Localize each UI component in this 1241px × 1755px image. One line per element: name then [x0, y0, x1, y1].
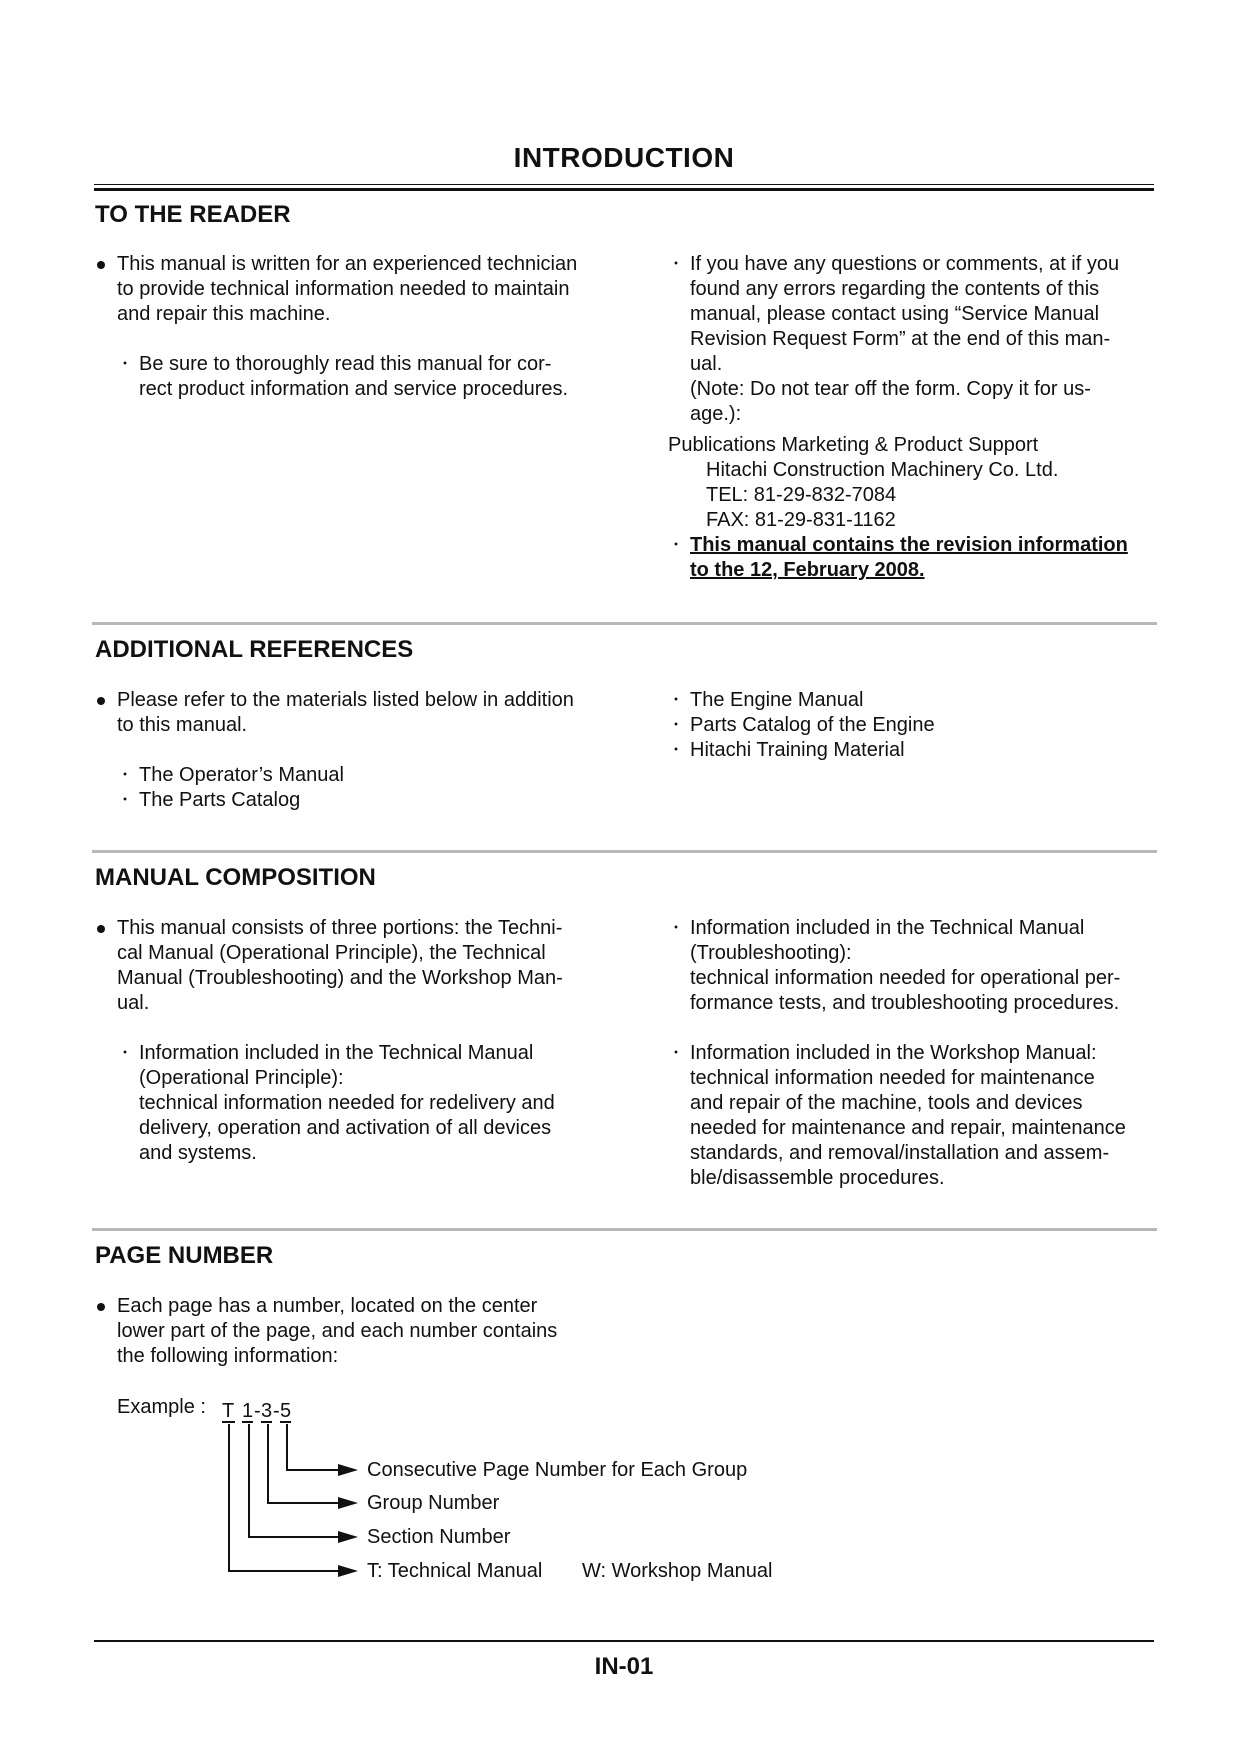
- list-item: ・ The Parts Catalog: [117, 789, 301, 811]
- bullet-small-icon: ・: [668, 1045, 685, 1062]
- arrow-right-icon: [338, 1531, 358, 1543]
- list-item: ・ The Operator’s Manual: [117, 764, 344, 786]
- contact-company: Hitachi Construction Machinery Co. Ltd.: [706, 459, 1059, 481]
- page-number: IN-01: [594, 1653, 654, 1680]
- list-item: ・ The Engine Manual: [668, 689, 864, 711]
- section-heading-page-number: PAGE NUMBER: [95, 1242, 274, 1269]
- list-item: ・ Parts Catalog of the Engine: [668, 714, 935, 736]
- bullet-small-icon: ・: [668, 256, 685, 273]
- bullet-small-icon: ・: [117, 767, 134, 784]
- contact-org: Publications Marketing & Product Support: [668, 434, 1039, 456]
- page-title: INTRODUCTION: [513, 142, 735, 173]
- reader-paragraph-1: This manual is written for an experienced technician to provide technical information needed to maintain and repair this machine.: [95, 252, 600, 327]
- example-code-part: 5: [280, 1400, 292, 1422]
- legend-section: Section Number: [367, 1526, 511, 1548]
- legend-consecutive: Consecutive Page Number for Each Group: [367, 1459, 748, 1481]
- arrow-right-icon: [338, 1565, 358, 1577]
- reader-paragraph-2: ・ Be sure to thoroughly read this manual for cor- rect product information and service procedures.: [117, 353, 569, 400]
- example-code-part: 3: [261, 1400, 273, 1422]
- composition-paragraph-2: ・ Information included in the Technical Manual (Operational Principle): technical information needed for redelivery and delivery, operation and activation of all devices and systems.: [117, 1042, 555, 1164]
- composition-troubleshooting-paragraph: ・ Information included in the Technical Manual (Troubleshooting): technical information needed for operational per- formance tests, and troubleshooting procedures.: [668, 917, 1121, 1014]
- section-heading-references: ADDITIONAL REFERENCES: [95, 636, 414, 663]
- legend-technical: T: Technical Manual: [367, 1560, 543, 1582]
- connector-line: [229, 1424, 340, 1571]
- composition-paragraph-1: This manual consists of three portions: the Techni- cal Manual (Operational Principle), the Technical Manual (Troubleshooting) and the Workshop Man- ual.: [95, 916, 600, 1016]
- contact-fax: FAX: 81-29-831-1162: [706, 509, 896, 531]
- bullet-small-icon: ・: [117, 1045, 134, 1062]
- example-code-part: T: [222, 1400, 235, 1422]
- references-paragraph: Please refer to the materials listed below in addition to this manual.: [95, 688, 600, 738]
- example-label: Example :: [117, 1396, 206, 1418]
- bullet-small-icon: ・: [668, 692, 685, 709]
- section-heading-reader: TO THE READER: [95, 201, 291, 228]
- bullet-small-icon: ・: [668, 742, 685, 759]
- contact-tel: TEL: 81-29-832-7084: [706, 484, 897, 506]
- legend-workshop: W: Workshop Manual: [582, 1560, 773, 1582]
- reader-questions-paragraph: ・ If you have any questions or comments, at if you found any errors regarding the contents of this manual, please contact using “Service Manual Revision Request Form” at the end of this man- ual. (Note: Do not tear off the form. Copy it for us- age.):: [668, 253, 1120, 425]
- arrow-right-icon: [338, 1497, 358, 1509]
- arrow-right-icon: [338, 1464, 358, 1476]
- example-code-part: 1: [242, 1400, 254, 1422]
- composition-workshop-paragraph: ・ Information included in the Workshop Manual: technical information needed for maintenance and repair of the machine, tools and devices needed for maintenance and repair, maintenance standards, and removal/installation and assem- ble/disassemble procedures.: [668, 1042, 1126, 1189]
- page-number-paragraph: Each page has a number, located on the center lower part of the page, and each number contains the following information:: [95, 1294, 600, 1369]
- connector-line: [287, 1424, 340, 1470]
- bullet-small-icon: ・: [117, 356, 134, 373]
- legend-group: Group Number: [367, 1492, 500, 1514]
- bullet-small-icon: ・: [117, 792, 134, 809]
- example-code-part: -: [254, 1400, 261, 1422]
- connector-line: [249, 1424, 340, 1537]
- list-item: ・ Hitachi Training Material: [668, 739, 905, 761]
- bullet-small-icon: ・: [668, 717, 685, 734]
- bullet-small-icon: ・: [668, 537, 685, 554]
- footer-rule: [94, 1640, 1154, 1642]
- connector-line: [268, 1424, 340, 1503]
- bullet-small-icon: ・: [668, 920, 685, 937]
- example-code-part: -: [273, 1400, 280, 1422]
- revision-notice: ・ This manual contains the revision information to the 12, February 2008.: [668, 534, 1128, 581]
- section-heading-composition: MANUAL COMPOSITION: [95, 864, 376, 891]
